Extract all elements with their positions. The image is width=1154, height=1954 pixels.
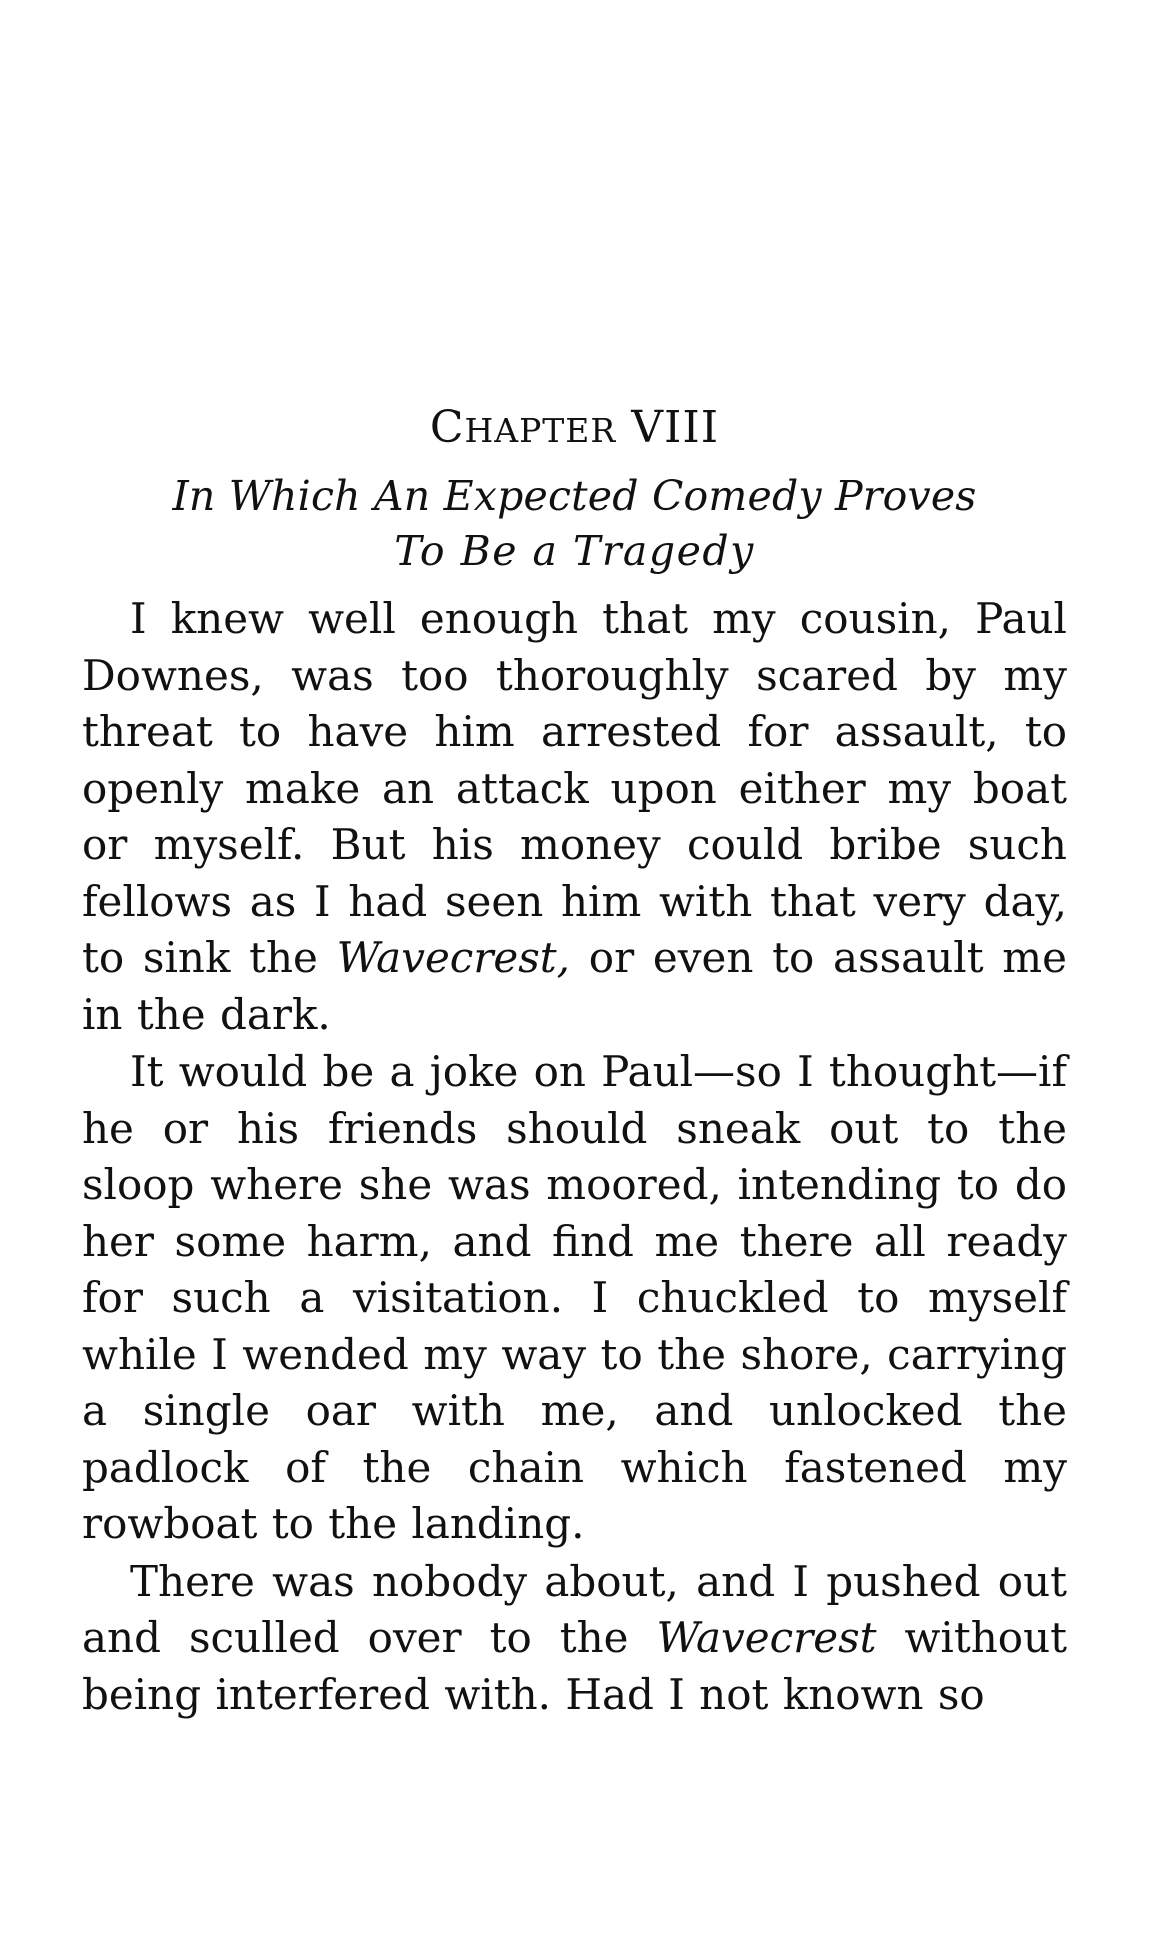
book-page [82, 400, 1067, 1723]
chapter-subtitle-line-2: To Be a Tragedy [394, 527, 755, 575]
paragraph-1-text-a: I knew well enough that my cousin, Paul Downes, was too thoroughly scared by my threat to have him arrested for assault, to openly make an attack upon either my boat or myself. But his money could bribe such fellows as I had seen him with that very day, to sink the [82, 594, 1067, 982]
chapter-label-small-caps: HAPTER [464, 411, 617, 450]
paragraph-2-text: It would be a joke on Paul—so I thought—if he or his friends should sneak out to the sloop where she was moored, intending to do her some harm, and find me there all ready for such a visitation. I chuckled to myself while I wended my way to the shore, carrying a single oar with me, and unlocked the padlock of the chain which fastened my rowboat to the landing. [82, 1047, 1067, 1548]
chapter-heading [82, 400, 1067, 459]
paragraph-2 [82, 1044, 1067, 1553]
paragraph-3-text-a: There was nobody about, and I pushed out and sculled over to the [82, 1556, 1067, 1662]
paragraph-1-italic-boat-name: Wavecrest, [336, 933, 571, 982]
paragraph-1 [82, 591, 1067, 1043]
chapter-body [82, 591, 1067, 1723]
chapter-subtitle [82, 469, 1067, 579]
paragraph-3-italic-boat-name: Wavecrest [656, 1613, 877, 1662]
paragraph-3-text-b: without being interfered with. Had I not known so [82, 1613, 1067, 1719]
chapter-subtitle-line-1: In Which An Expected Comedy Proves [172, 472, 977, 520]
paragraph-3 [82, 1554, 1067, 1724]
chapter-number: VIII [631, 402, 720, 453]
paragraph-1-text-b: or even to assault me in the dark. [82, 933, 1067, 1039]
chapter-label-initial: C [429, 402, 465, 453]
